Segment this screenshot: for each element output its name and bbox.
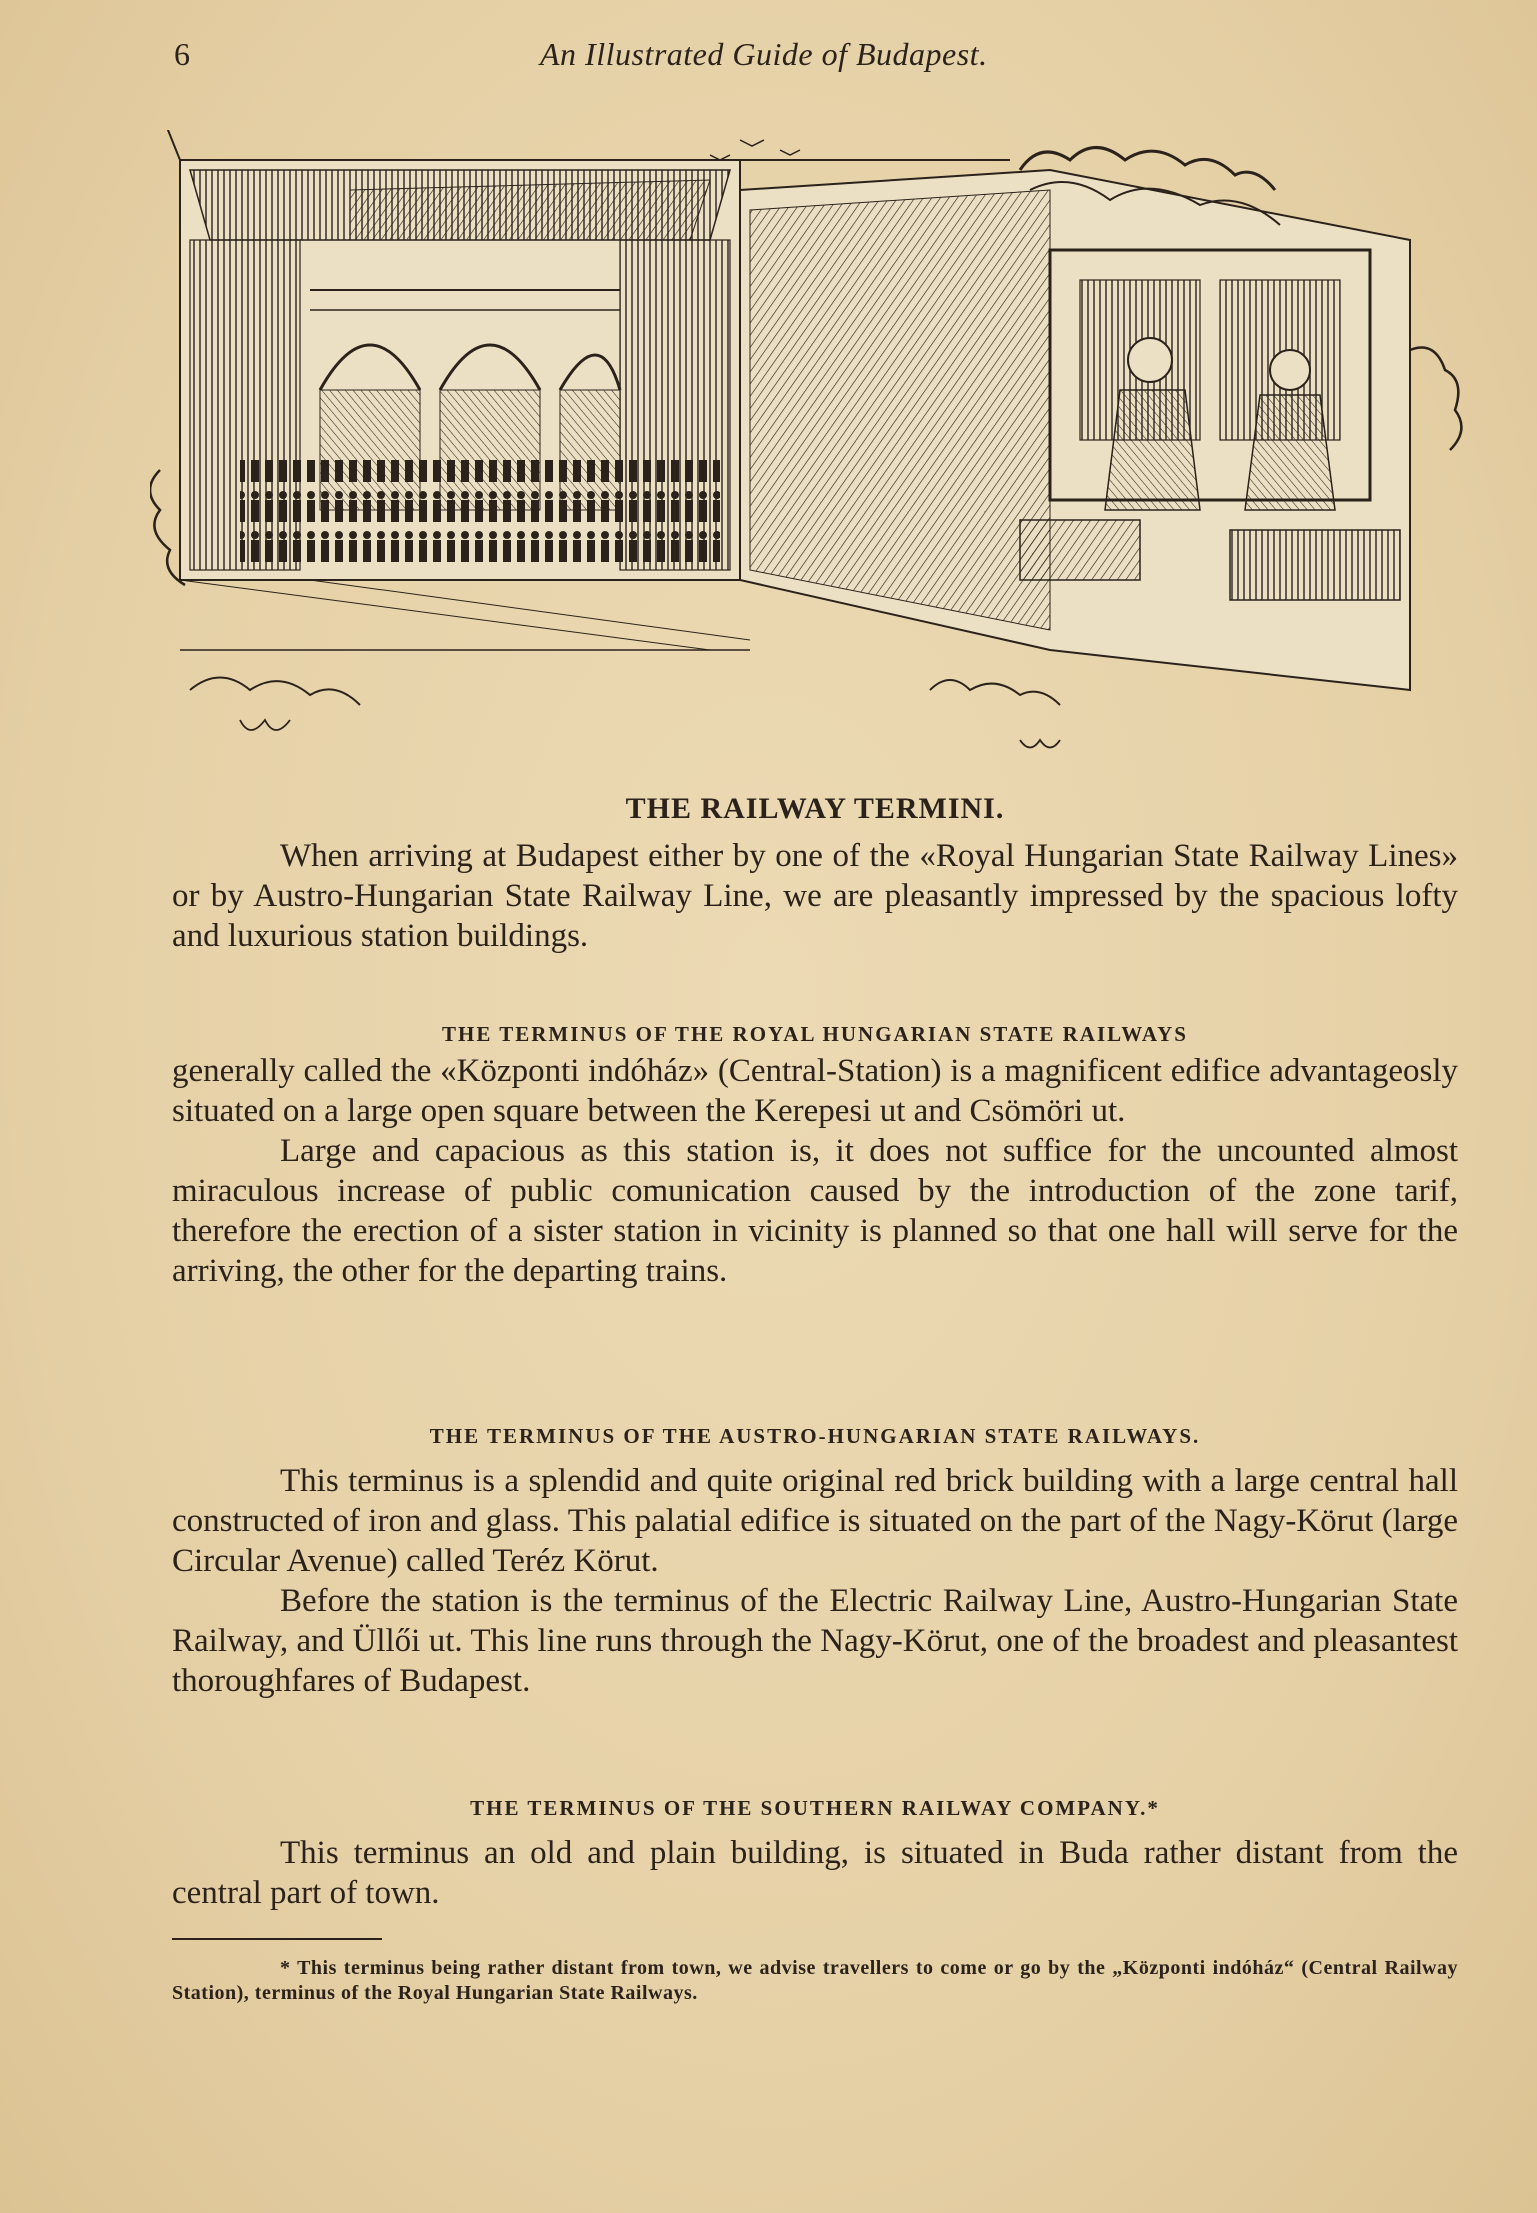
intro-paragraph: When arriving at Budapest either by one of the «Royal Hungarian State Railway Lines» or by Austro-Hungarian State Railway Line, we are pleasantly impressed by the spacious lofty and luxurious station buildings. [172, 838, 1458, 954]
railway-station-illustration [150, 130, 1490, 770]
section-austro-hungarian [172, 1424, 1458, 1701]
page-number: 6 [174, 36, 190, 72]
section-southern [172, 1796, 1458, 1913]
section-title: THE RAILWAY TERMINI. [625, 792, 1005, 825]
section-heading: THE TERMINUS OF THE ROYAL HUNGARIAN STATE RAILWAYS [442, 1022, 1188, 1046]
running-title: An Illustrated Guide of Budapest. [540, 36, 988, 72]
intro-block [172, 792, 1458, 956]
station-hall-drawing [150, 130, 1461, 748]
paragraph: Large and capacious as this station is, it does not suffice for the uncounted almost miraculous increase of public comunication caused by the introduction of the zone tarif, therefore the erection of a sister station in vicinity is planned so that one hall will serve for the arriving, the other for the departing trains. [172, 1133, 1458, 1289]
paragraph: generally called the «Központi indóház» (Central-Station) is a magnificent edifice advantageosly situated on a large open square between the Kerepesi ut and Csömöri ut. [172, 1053, 1458, 1129]
section-heading: THE TERMINUS OF THE SOUTHERN RAILWAY COMPANY.* [470, 1796, 1160, 1820]
section-heading: THE TERMINUS OF THE AUSTRO-HUNGARIAN STATE RAILWAYS. [429, 1424, 1201, 1448]
paragraph: This terminus an old and plain building, is situated in Buda rather distant from the central part of town. [172, 1835, 1458, 1911]
page-header [174, 36, 1464, 82]
footnote-rule [172, 1938, 382, 1940]
paragraph: This terminus is a splendid and quite original red brick building with a large central hall constructed of iron and glass. This palatial edifice is situated on the part of the Nagy-Körut (large Circular Avenue) called Teréz Körut. [172, 1463, 1458, 1579]
paragraph: Before the station is the terminus of the Electric Railway Line, Austro-Hungarian State Railway, and Üllői ut. This line runs through the Nagy-Körut, one of the broadest and pleasantest thoroughfares of Budapest. [172, 1583, 1458, 1699]
section-royal-hungarian [172, 1022, 1458, 1291]
footnote: * This terminus being rather distant from town, we advise travellers to come or go by the „Központi indóház“ (Central Railway Station), terminus of the Royal Hungarian State Railways. [172, 1957, 1458, 2004]
